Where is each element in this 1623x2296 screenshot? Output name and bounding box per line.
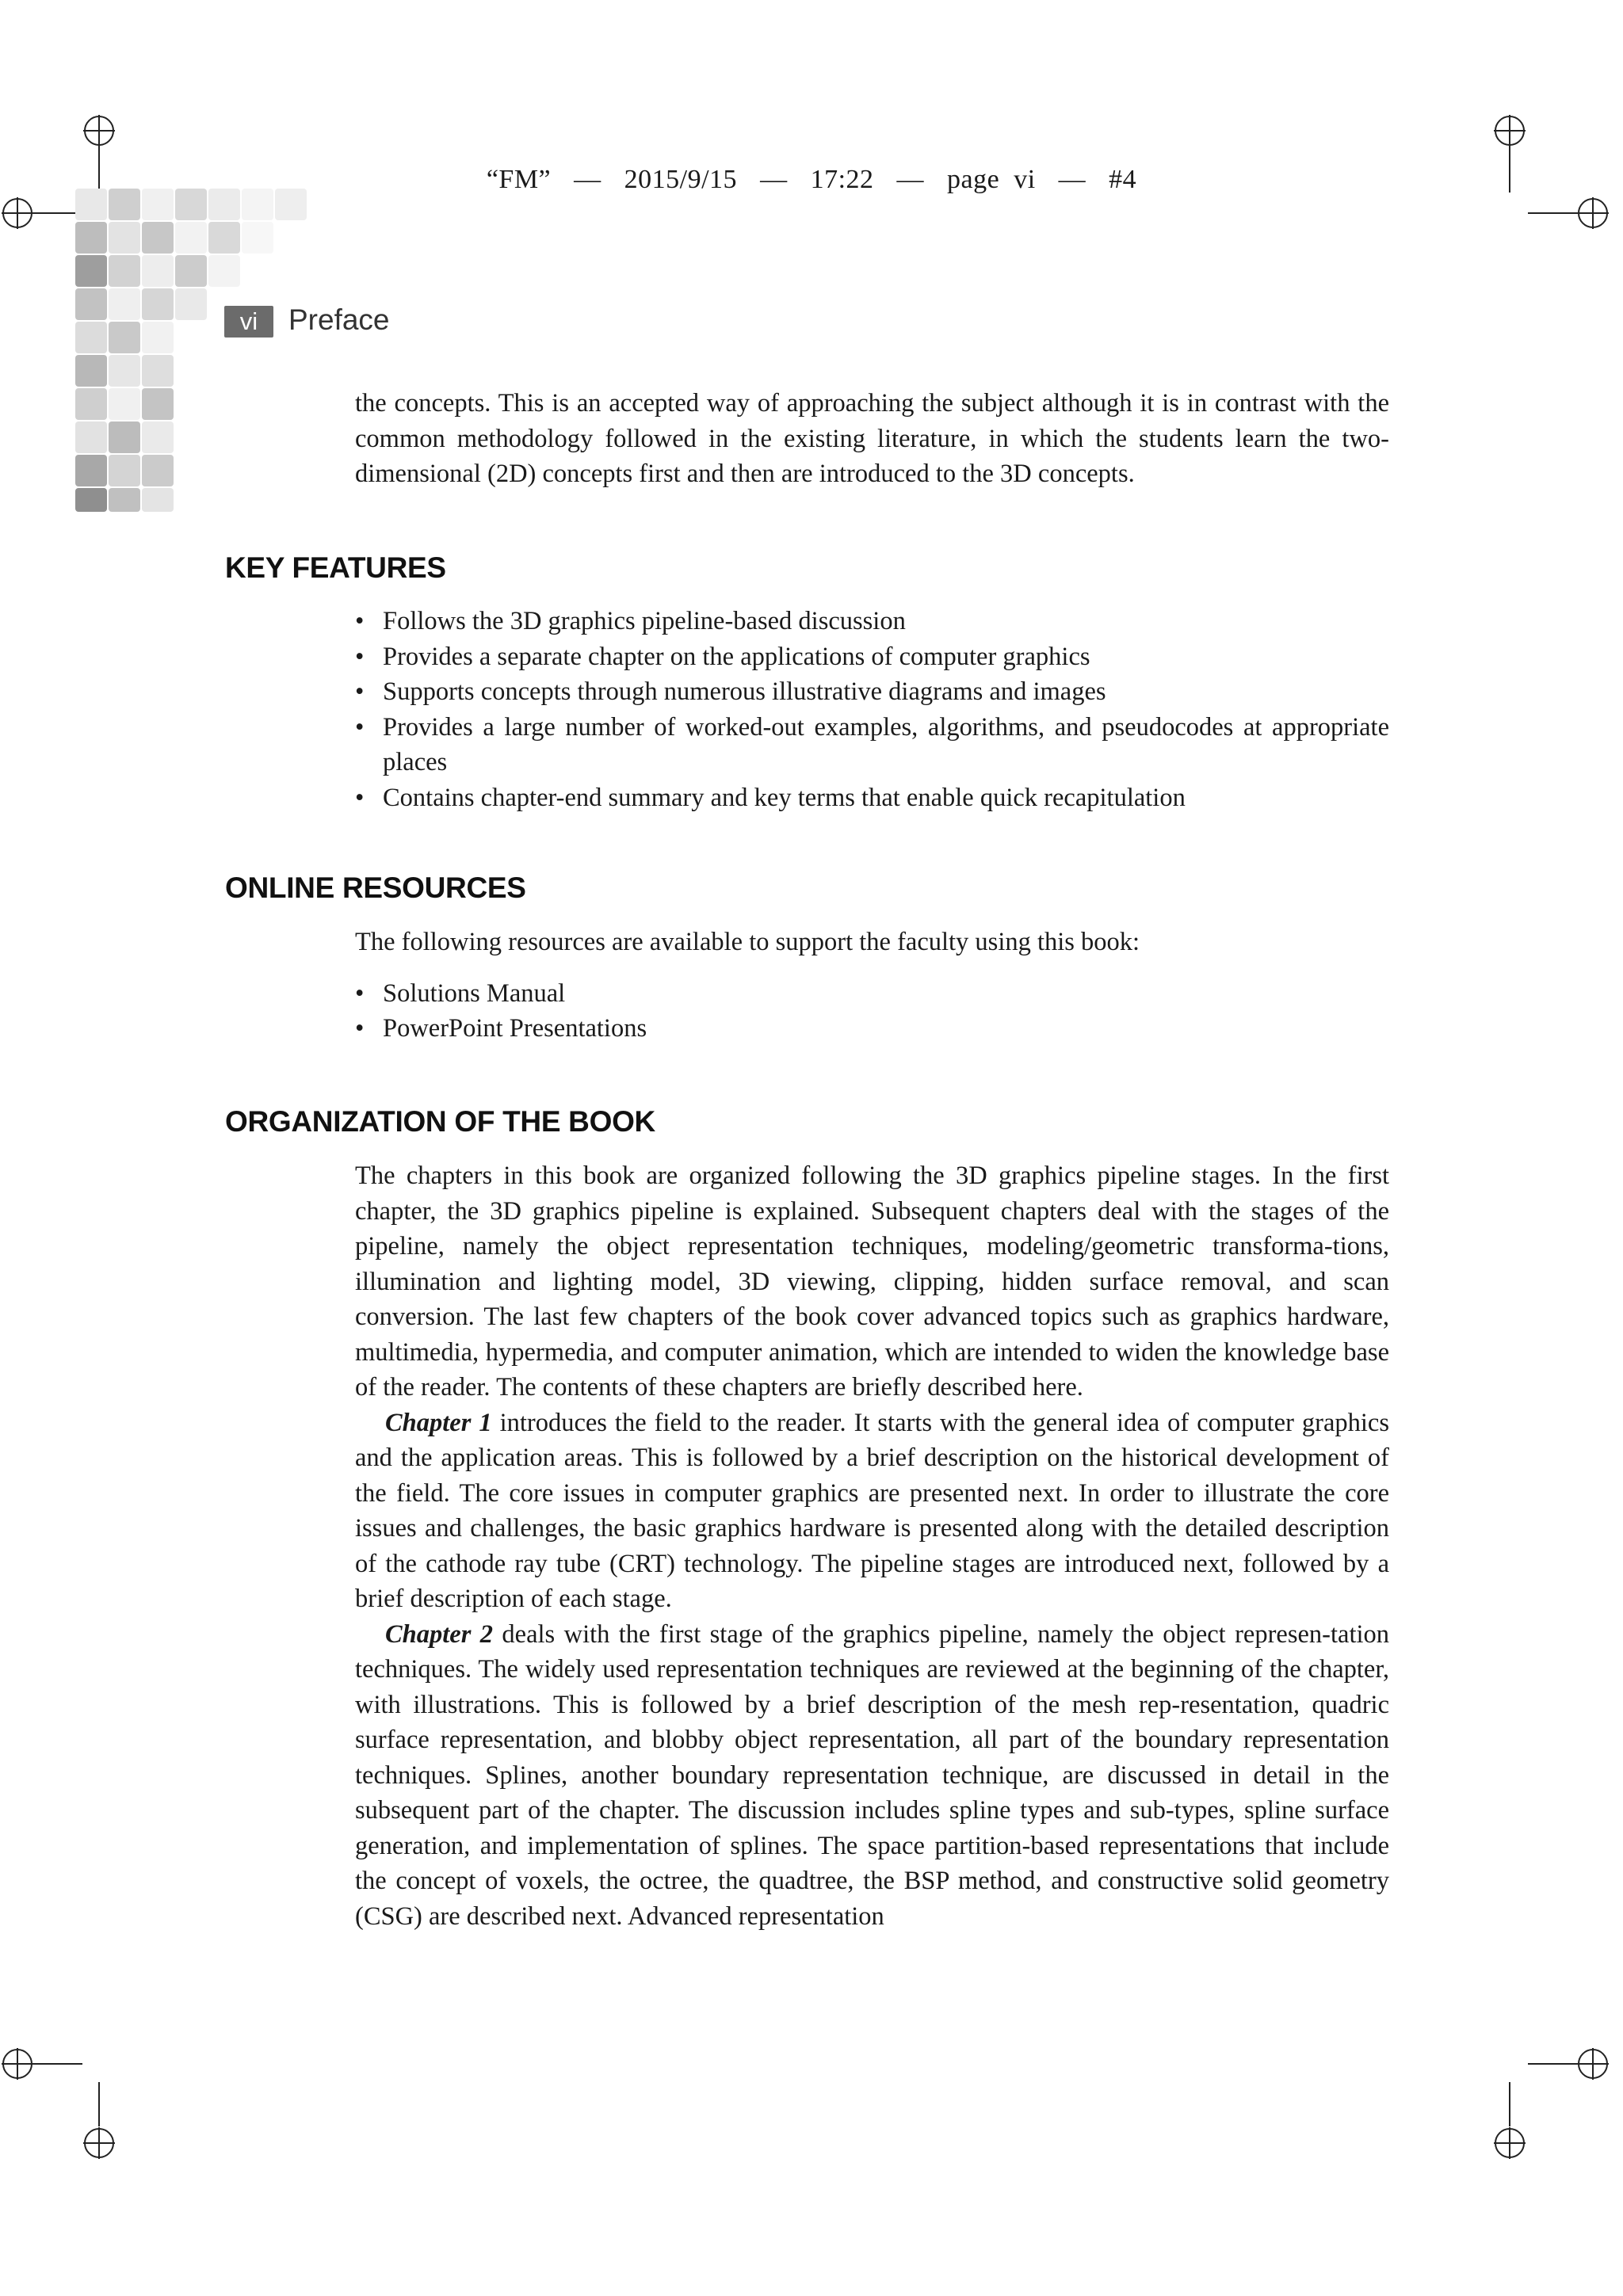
header-page: page vi	[947, 165, 1036, 194]
chapter-1-paragraph	[355, 1405, 1389, 1617]
header-time: 17:22	[810, 165, 874, 194]
registration-mark-bottom-right	[1577, 2048, 1609, 2080]
header-dash: —	[1058, 165, 1086, 194]
registration-mark-top-left	[83, 115, 115, 147]
chapter-2-paragraph	[355, 1617, 1389, 1935]
crop-line-bottom-right-h	[1528, 2063, 1577, 2065]
crop-line-bottom-right-v	[1509, 2082, 1510, 2126]
registration-mark-top-right-2	[1577, 197, 1609, 229]
key-features-list-block	[355, 604, 1389, 815]
header-file: “FM”	[486, 165, 552, 194]
list-item: • Provides a large number of worked-out examples, algorithms, and pseudocodes at appropriate places	[355, 710, 1389, 780]
registration-mark-top-left-2	[2, 197, 33, 229]
crop-line-bottom-left-v	[98, 2082, 100, 2126]
key-features-heading: KEY FEATURES	[225, 551, 446, 584]
intro-paragraph: the concepts. This is an accepted way of approaching the subject although it is in contrast with the common methodology followed in the existing literature, in which the students learn the two-dimensional (2D) concepts first and then are introduced to the 3D concepts.	[355, 389, 1389, 488]
organization-block	[355, 1158, 1389, 1934]
crop-line-bottom-left-h	[33, 2063, 82, 2065]
intro-paragraph-block	[355, 386, 1389, 492]
online-resources-list	[355, 976, 1389, 1047]
running-section-title: Preface	[288, 303, 390, 336]
list-item: • Solutions Manual	[355, 976, 1389, 1012]
chapter-1-label: Chapter 1	[385, 1408, 492, 1437]
registration-mark-top-right	[1494, 115, 1526, 147]
organization-heading: ORGANIZATION OF THE BOOK	[225, 1105, 655, 1138]
list-item: • Provides a separate chapter on the applications of computer graphics	[355, 639, 1389, 675]
organization-paragraph: The chapters in this book are organized following the 3D graphics pipeline stages. In the first chapter, the 3D graphics pipeline is explained. Subsequent chapters deal with the stages of the pipeline, namely the object representation techniques, modeling/geometric transforma-tions, illumination and lighting model, 3D viewing, clipping, hidden surface removal, and scan conversion. The last few chapters of the book cover advanced topics such as graphics hardware, multimedia, hypermedia, and computer animation, which are intended to widen the knowledge base of the reader. The contents of these chapters are briefly described here.	[355, 1161, 1389, 1402]
online-resources-heading: ONLINE RESOURCES	[225, 871, 526, 904]
header-sheet: #4	[1109, 165, 1137, 194]
crop-line-top-right-h	[1528, 212, 1577, 214]
chapter-2-text: deals with the first stage of the graphics pipeline, namely the object represen-tation techniques. The widely used representation techniques are reviewed at the beginning of the chapter, with illustrations. This is followed by a brief description of the mesh rep-resentation, quadric surface representation, and blobby object representation, all part of the boundary representation techniques. Splines, another boundary representation technique, are discussed in detail in the subsequent part of the chapter. The discussion includes spline types and sub-types, spline surface generation, and implementation of splines. The space partition-based representations that include the concept of voxels, the octree, the quadtree, the BSP method, and constructive solid geometry (CSG) are described next. Advanced representation	[355, 1619, 1389, 1931]
header-date: 2015/9/15	[624, 165, 738, 194]
header-dash: —	[896, 165, 925, 194]
page-number-tab: vi	[224, 306, 273, 338]
chapter-1-text: introduces the field to the reader. It starts with the general idea of computer graphics and the application areas. This is followed by a brief description on the historical development of the field. The core issues in computer graphics are presented next. In order to illustrate the core issues and challenges, the basic graphics hardware is presented along with the detailed description of the cathode ray tube (CRT) technology. The pipeline stages are introduced next, followed by a brief description of each stage.	[355, 1408, 1389, 1613]
list-item: • PowerPoint Presentations	[355, 1011, 1389, 1047]
header-dash: —	[760, 165, 788, 194]
registration-mark-bottom-right-2	[1494, 2127, 1526, 2159]
list-item: • Contains chapter-end summary and key terms that enable quick recapitulation	[355, 780, 1389, 816]
registration-mark-bottom-left	[2, 2048, 33, 2080]
chapter-2-label: Chapter 2	[385, 1619, 494, 1649]
header-dash: —	[574, 165, 601, 194]
decorative-tile-graphic	[75, 189, 329, 513]
key-features-list	[355, 604, 1389, 815]
online-resources-intro: The following resources are available to support the faculty using this book:	[355, 928, 1140, 956]
registration-mark-bottom-left-2	[83, 2127, 115, 2159]
list-item: • Follows the 3D graphics pipeline-based discussion	[355, 604, 1389, 639]
list-item: • Supports concepts through numerous illustrative diagrams and images	[355, 674, 1389, 710]
online-resources-block	[355, 925, 1389, 1047]
